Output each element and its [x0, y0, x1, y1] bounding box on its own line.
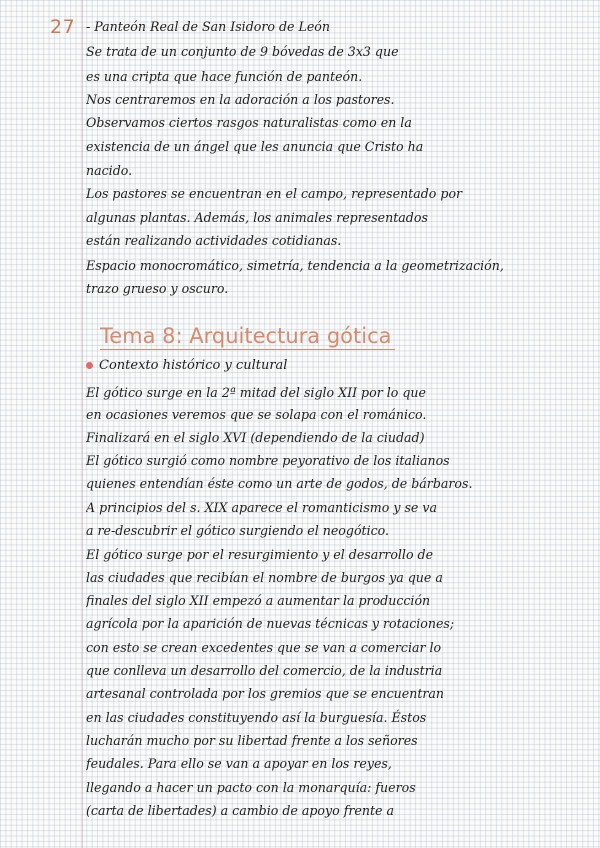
topic-title: Tema 8: Arquitectura gótica: [100, 324, 392, 348]
margin-line: [82, 0, 83, 848]
text-line: lucharán mucho por su libertad frente a los señores: [86, 733, 418, 748]
text-line: - Panteón Real de San Isidoro de León: [86, 19, 330, 34]
text-line: Observamos ciertos rasgos naturalistas como en la: [86, 115, 412, 130]
bullet-heading: [86, 355, 287, 377]
text-line: en ocasiones veremos que se solapa con el románico.: [86, 407, 427, 422]
text-line: Finalizará en el siglo XVI (dependiendo de la ciudad): [86, 430, 425, 445]
text-line: El gótico surgió como nombre peyorativo de los italianos: [86, 453, 450, 468]
text-line: A principios del s. XIX aparece el romanticismo y se va: [86, 500, 437, 515]
text-line: Los pastores se encuentran en el campo, representado por: [86, 186, 463, 201]
text-line: finales del siglo XII empezó a aumentar la producción: [86, 593, 431, 608]
text-line: es una cripta que hace función de panteón.: [86, 69, 363, 84]
text-line: Espacio monocromático, simetría, tendencia a la geometrización,: [86, 258, 504, 273]
text-line: agrícola por la aparición de nuevas técnicas y rotaciones;: [86, 616, 455, 631]
text-line: trazo grueso y oscuro.: [86, 281, 229, 296]
text-line: están realizando actividades cotidianas.: [86, 233, 342, 248]
bullet-dot-icon: [86, 362, 93, 369]
text-line: Se trata de un conjunto de 9 bóvedas de 3x3 que: [86, 44, 399, 59]
text-line: (carta de libertades) a cambio de apoyo frente a: [86, 803, 394, 818]
text-line: El gótico surge en la 2ª mitad del siglo XII por lo que: [86, 385, 426, 400]
text-line: quienes entendían éste como un arte de godos, de bárbaros.: [86, 476, 473, 491]
bullet-heading-text: Contexto histórico y cultural: [99, 358, 288, 373]
text-line: en las ciudades constituyendo así la burguesía. Éstos: [86, 710, 427, 725]
text-line: llegando a hacer un pacto con la monarquía: fueros: [86, 780, 416, 795]
page-number: 27: [50, 16, 76, 38]
text-line: algunas plantas. Además, los animales representados: [86, 210, 428, 225]
text-line: Nos centraremos en la adoración a los pastores.: [86, 92, 395, 107]
text-line: nacido.: [86, 163, 133, 178]
text-line: feudales. Para ello se van a apoyar en los reyes,: [86, 756, 392, 771]
text-line: a re-descubrir el gótico surgiendo el neogótico.: [86, 523, 390, 538]
text-line: las ciudades que recibían el nombre de burgos ya que a: [86, 570, 443, 585]
text-line: existencia de un ángel que les anuncia que Cristo ha: [86, 139, 424, 154]
text-line: El gótico surge por el resurgimiento y el desarrollo de: [86, 547, 434, 562]
text-line: que conlleva un desarrollo del comercio, de la industria: [86, 663, 443, 678]
text-line: artesanal controlada por los gremios que se encuentran: [86, 686, 445, 701]
text-line: con esto se crean excedentes que se van a comerciar lo: [86, 640, 442, 655]
